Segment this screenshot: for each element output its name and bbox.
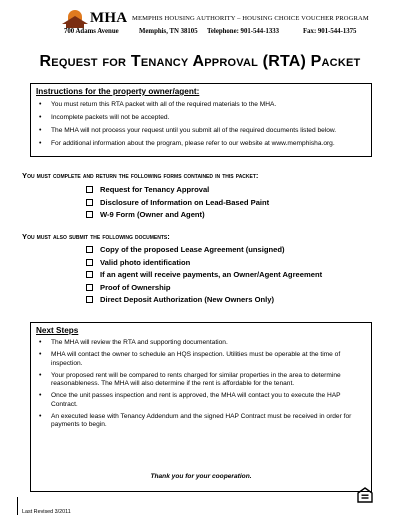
checklist-item[interactable]: Valid photo identification — [86, 258, 322, 271]
documents-heading: You must also submit the following documents: — [22, 232, 170, 241]
checklist-item[interactable]: Direct Deposit Authorization (New Owners Only) — [86, 295, 322, 308]
bullet-icon: • — [39, 113, 42, 121]
org-short-name: MHA — [90, 10, 128, 26]
fax: Fax: 901-544-1375 — [303, 28, 357, 35]
list-item: • You must return this RTA packet with all of the required materials to the MHA. — [39, 101, 277, 108]
next-steps-box — [30, 322, 372, 492]
checklist-item[interactable]: Request for Tenancy Approval — [86, 185, 269, 198]
checkbox-icon[interactable] — [86, 296, 93, 303]
bullet-icon: • — [39, 339, 42, 346]
list-item: • The MHA will not process your request until you submit all of the required documents listed below. — [39, 126, 337, 134]
checkbox-icon[interactable] — [86, 199, 93, 206]
checkbox-icon[interactable] — [86, 186, 93, 193]
checkbox-icon[interactable] — [86, 271, 93, 278]
bullet-icon: • — [39, 350, 42, 358]
list-item: • MHA will contact the owner to schedule an HQS inspection. Utilities must be operable at the time of inspection. — [39, 350, 341, 367]
street-address: 700 Adams Avenue — [64, 28, 119, 35]
equal-housing-opportunity-icon — [357, 487, 373, 503]
telephone: Telephone: 901-544-1333 — [207, 28, 280, 35]
documents-checklist — [86, 245, 322, 308]
last-revised: Last Revised 3/2011 — [22, 509, 71, 515]
instructions-box — [30, 83, 372, 157]
city-state-zip: Memphis, TN 38105 — [139, 28, 198, 35]
letterhead — [0, 4, 400, 44]
list-item: • Once the unit passes inspection and rent is approved, the MHA will contact you to execute the HAP Contract. — [39, 392, 341, 408]
list-item: • The MHA will review the RTA and supporting documentation. — [39, 339, 228, 346]
forms-checklist — [86, 185, 269, 223]
checklist-item[interactable]: W-9 Form (Owner and Agent) — [86, 210, 269, 223]
checkbox-icon[interactable] — [86, 284, 93, 291]
forms-heading: You must complete and return the following forms contained in this packet: — [22, 171, 259, 180]
bullet-icon: • — [39, 412, 42, 420]
next-steps-heading: Next Steps — [36, 326, 79, 335]
checkbox-icon[interactable] — [86, 211, 93, 218]
checklist-item[interactable]: If an agent will receive payments, an Owner/Agent Agreement — [86, 270, 322, 283]
checkbox-icon[interactable] — [86, 246, 93, 253]
bullet-icon: • — [39, 371, 42, 379]
bullet-icon: • — [39, 139, 42, 147]
instructions-list — [39, 101, 365, 153]
mha-logo — [62, 10, 88, 28]
next-steps-list — [39, 339, 365, 433]
list-item: • Incomplete packets will not be accepted. — [39, 113, 170, 121]
org-full-name: MEMPHIS HOUSING AUTHORITY – HOUSING CHOICE VOUCHER PROGRAM — [132, 15, 369, 22]
instructions-heading: Instructions for the property owner/agent: — [36, 87, 200, 96]
checkbox-icon[interactable] — [86, 259, 93, 266]
list-item: • For additional information about the program, please refer to our website at www.memphisha.org. — [39, 139, 335, 147]
list-item: • An executed lease with Tenancy Addendum and the signed HAP Contract must be received in order for payments to begin. — [39, 412, 352, 429]
bullet-icon: • — [39, 101, 42, 108]
bullet-icon: • — [39, 126, 42, 134]
thank-you-note: Thank you for your cooperation. — [150, 473, 252, 480]
checklist-item[interactable]: Disclosure of Information on Lead-Based Paint — [86, 198, 269, 211]
bullet-icon: • — [39, 392, 42, 400]
page-title: Request for Tenancy Approval (RTA) Packet — [39, 53, 361, 70]
footer-divider — [17, 497, 18, 515]
list-item: • Your proposed rent will be compared to rents charged for similar properties in the area to determine reasonableness. The MHA will also determine if the rent is affordable for the tenant. — [39, 371, 341, 388]
checklist-item[interactable]: Copy of the proposed Lease Agreement (unsigned) — [86, 245, 322, 258]
checklist-item[interactable]: Proof of Ownership — [86, 283, 322, 296]
